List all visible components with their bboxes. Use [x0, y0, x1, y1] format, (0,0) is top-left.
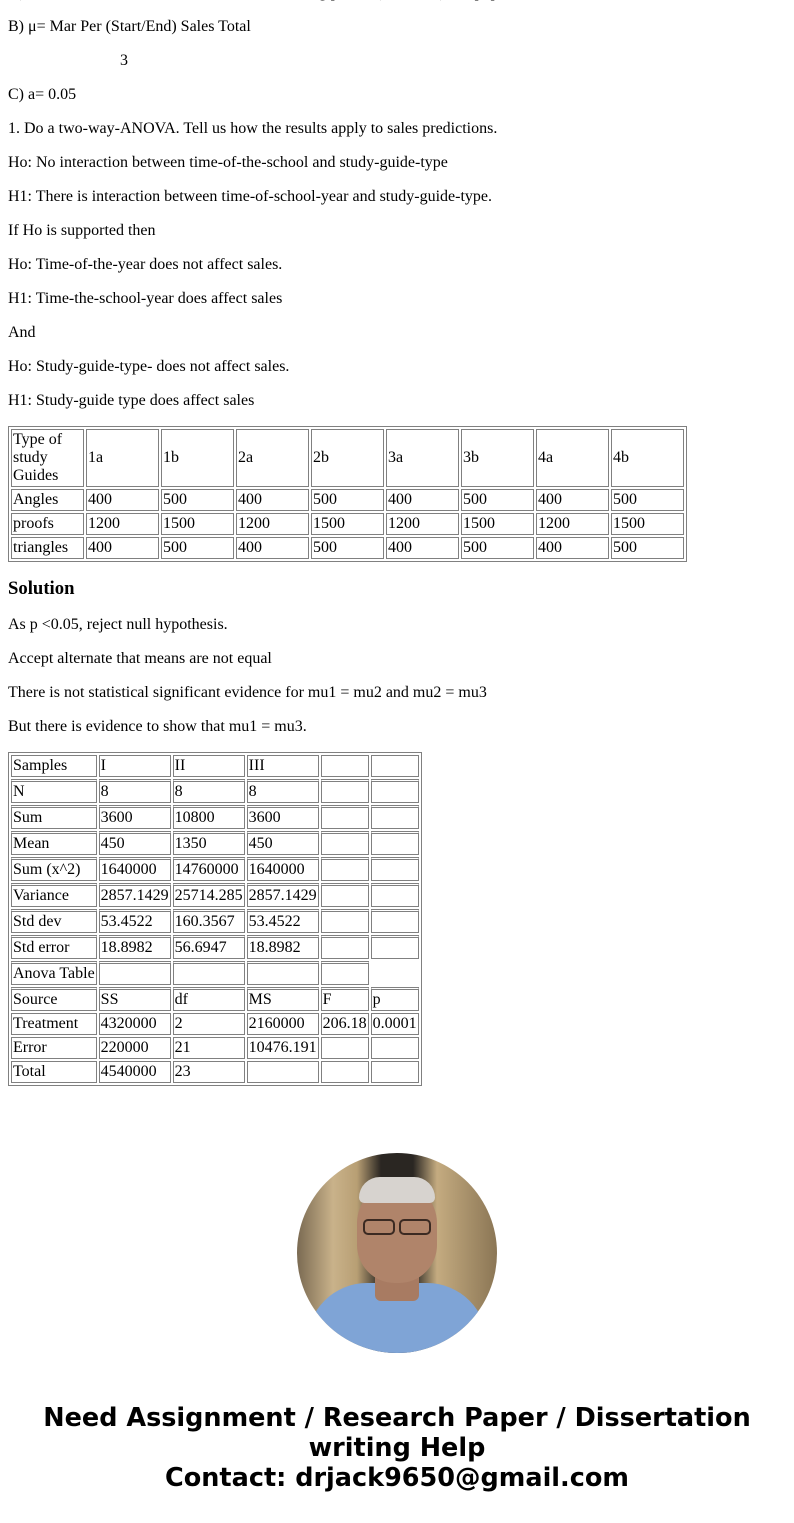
table-row: [11, 805, 419, 829]
table-cell: [371, 1061, 419, 1083]
anova-summary-table: [8, 752, 422, 1086]
table-cell: 14760000: [173, 857, 245, 881]
solution-line: As p <0.05, reject null hypothesis.: [8, 616, 228, 633]
table-cell: 2: [173, 1013, 245, 1035]
table-cell: df: [173, 987, 245, 1011]
table-cell: [321, 1037, 369, 1059]
table-cell: p: [371, 987, 419, 1011]
table-cell: [371, 779, 419, 803]
table-cell: 4320000: [99, 1013, 171, 1035]
table-cell: 3600: [247, 805, 319, 829]
table-cell: [321, 831, 369, 855]
table-cell: [321, 935, 369, 959]
ho-time: Ho: Time-of-the-year does not affect sales.: [8, 256, 283, 273]
table-cell: F: [321, 987, 369, 1011]
table-cell: 400: [386, 537, 459, 559]
table-cell: Mean: [11, 831, 97, 855]
table-cell: [321, 961, 369, 985]
table-row: [11, 1061, 419, 1083]
table-cell: Treatment: [11, 1013, 97, 1035]
ho-interaction: Ho: No interaction between time-of-the-school and study-guide-type: [8, 154, 448, 171]
table-cell: 2857.1429: [99, 883, 171, 907]
table-cell: 56.6947: [173, 935, 245, 959]
table-header-cell: Type of study Guides: [11, 429, 84, 487]
table-cell: Std error: [11, 935, 97, 959]
table-cell: 400: [386, 489, 459, 511]
table-row: [11, 537, 684, 559]
table-cell: 500: [161, 537, 234, 559]
table-row: [11, 883, 419, 907]
table-cell: 450: [99, 831, 171, 855]
table-cell: 400: [236, 489, 309, 511]
table-cell: 220000: [99, 1037, 171, 1059]
table-cell: [371, 1037, 419, 1059]
promo-section: [0, 1153, 794, 1493]
table-cell: 400: [86, 489, 159, 511]
table-cell: [321, 857, 369, 881]
table-cell: 400: [236, 537, 309, 559]
table-header-cell: 3a: [386, 429, 459, 487]
table-cell: 400: [536, 537, 609, 559]
table-header-cell: 1a: [86, 429, 159, 487]
h1-time: H1: Time-the-school-year does affect sales: [8, 290, 283, 307]
solution-line: There is not statistical significant evidence for mu1 = mu2 and mu2 = mu3: [8, 684, 487, 701]
intro-line-a: [8, 0, 786, 2]
promo-line: writing Help: [308, 1433, 486, 1463]
table-cell: 1640000: [247, 857, 319, 881]
table-cell: SS: [99, 987, 171, 1011]
table-row: [11, 1037, 419, 1059]
table-cell: 25714.285: [173, 883, 245, 907]
table-cell: 450: [247, 831, 319, 855]
table-cell: [321, 779, 369, 803]
table-cell: 500: [461, 489, 534, 511]
table-cell: 10476.191: [247, 1037, 319, 1059]
table-cell: 8: [173, 779, 245, 803]
table-cell: Std dev: [11, 909, 97, 933]
table-cell: 1200: [236, 513, 309, 535]
table-header-row: [11, 429, 684, 487]
table-cell: [99, 961, 171, 985]
table-cell: Error: [11, 1037, 97, 1059]
promo-contact: Contact: drjack9650@gmail.com: [165, 1463, 629, 1493]
table-cell: 2857.1429: [247, 883, 319, 907]
ho-guide: Ho: Study-guide-type- does not affect sales.: [8, 358, 290, 375]
table-cell: 2160000: [247, 1013, 319, 1035]
table-row: [11, 489, 684, 511]
table-cell: Variance: [11, 883, 97, 907]
intro-line-b: B) μ= Mar Per (Start/End) Sales Total: [8, 18, 251, 35]
table-header-cell: 4a: [536, 429, 609, 487]
table-row: [11, 961, 419, 985]
table-cell: Anova Table: [11, 961, 97, 985]
table-cell: 1500: [461, 513, 534, 535]
table-cell: III: [247, 755, 319, 777]
table-row: [11, 1013, 419, 1035]
table-cell: Sum: [11, 805, 97, 829]
table-cell: 500: [611, 489, 684, 511]
study-guide-table: [8, 426, 687, 562]
table-cell: [321, 1061, 369, 1083]
table-cell: [371, 883, 419, 907]
table-cell: [371, 805, 419, 829]
table-cell: 1350: [173, 831, 245, 855]
table-cell: [173, 961, 245, 985]
table-cell: 1500: [611, 513, 684, 535]
table-cell: 500: [161, 489, 234, 511]
table-cell: 18.8982: [99, 935, 171, 959]
table-row: [11, 857, 419, 881]
table-cell: [321, 883, 369, 907]
table-cell: II: [173, 755, 245, 777]
table-cell: 1200: [536, 513, 609, 535]
document-body: [8, 0, 786, 1086]
table-cell: 500: [311, 489, 384, 511]
table-cell: 0.0001: [371, 1013, 419, 1035]
h1-interaction: H1: There is interaction between time-of-school-year and study-guide-type.: [8, 188, 492, 205]
table-row: [11, 831, 419, 855]
table-cell: [371, 857, 419, 881]
and-text: And: [8, 324, 36, 341]
table-cell: MS: [247, 987, 319, 1011]
h1-guide: H1: Study-guide type does affect sales: [8, 392, 255, 409]
table-cell: 400: [536, 489, 609, 511]
table-row: [11, 909, 419, 933]
table-cell: Sum (x^2): [11, 857, 97, 881]
table-cell: Samples: [11, 755, 97, 777]
solution-line: Accept alternate that means are not equal: [8, 650, 272, 667]
table-cell: [371, 909, 419, 933]
intro-line-c: C) a= 0.05: [8, 86, 77, 103]
table-cell: Total: [11, 1061, 97, 1083]
table-row: [11, 513, 684, 535]
table-cell: 1640000: [99, 857, 171, 881]
table-cell: proofs: [11, 513, 84, 535]
table-row: [11, 779, 419, 803]
promo-line: Need Assignment / Research Paper / Dissertation: [43, 1403, 751, 1433]
table-cell: N: [11, 779, 97, 803]
table-cell: [321, 755, 369, 777]
intro-line-b-divisor: 3: [120, 52, 128, 69]
table-row: [11, 987, 419, 1011]
if-ho-text: If Ho is supported then: [8, 222, 156, 239]
table-cell: 160.3567: [173, 909, 245, 933]
table-cell: 500: [461, 537, 534, 559]
table-cell: Angles: [11, 489, 84, 511]
table-cell: [371, 831, 419, 855]
table-header-cell: 2a: [236, 429, 309, 487]
table-cell: 500: [611, 537, 684, 559]
table-cell: 3600: [99, 805, 171, 829]
solution-heading: Solution: [8, 578, 75, 599]
table-cell: 4540000: [99, 1061, 171, 1083]
table-row: [11, 755, 419, 777]
table-header-cell: 3b: [461, 429, 534, 487]
table-cell: 53.4522: [247, 909, 319, 933]
avatar: [297, 1153, 497, 1353]
table-cell: 1200: [86, 513, 159, 535]
solution-line: But there is evidence to show that mu1 = mu3.: [8, 718, 307, 735]
table-cell: [371, 755, 419, 777]
table-cell: 18.8982: [247, 935, 319, 959]
table-cell: [371, 935, 419, 959]
table-cell: [247, 1061, 319, 1083]
table-cell: [247, 961, 319, 985]
table-cell: [321, 909, 369, 933]
table-cell: 53.4522: [99, 909, 171, 933]
table-cell: 21: [173, 1037, 245, 1059]
table-cell: 1200: [386, 513, 459, 535]
table-header-cell: 2b: [311, 429, 384, 487]
table-cell: 400: [86, 537, 159, 559]
table-cell: 8: [247, 779, 319, 803]
promo-text: [0, 1403, 794, 1493]
table-cell: 500: [311, 537, 384, 559]
table-cell: 10800: [173, 805, 245, 829]
table-cell: 1500: [311, 513, 384, 535]
table-header-cell: 1b: [161, 429, 234, 487]
table-cell: Source: [11, 987, 97, 1011]
table-header-cell: 4b: [611, 429, 684, 487]
table-cell: 206.18: [321, 1013, 369, 1035]
table-cell: 8: [99, 779, 171, 803]
table-cell: [321, 805, 369, 829]
table-row: [11, 935, 419, 959]
table-cell: 1500: [161, 513, 234, 535]
table-cell: triangles: [11, 537, 84, 559]
table-cell: I: [99, 755, 171, 777]
table-cell: 23: [173, 1061, 245, 1083]
question-text: 1. Do a two-way-ANOVA. Tell us how the results apply to sales predictions.: [8, 120, 498, 137]
